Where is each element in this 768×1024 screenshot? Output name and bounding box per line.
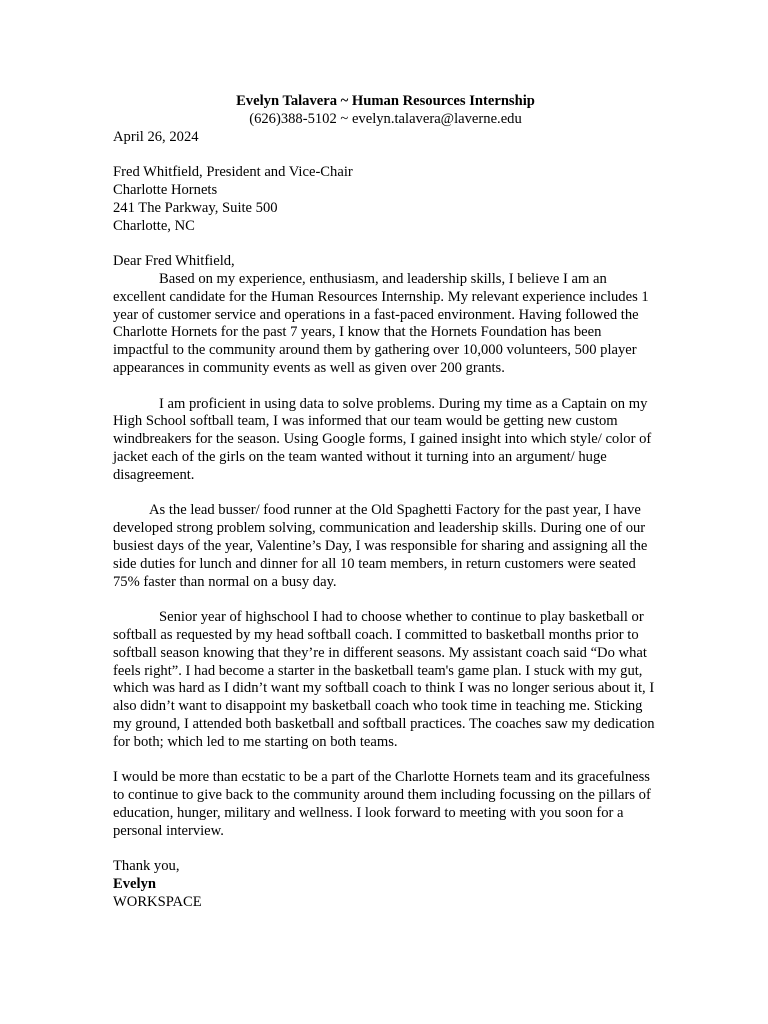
spacer xyxy=(113,378,658,396)
spacer xyxy=(113,235,658,253)
valediction: Thank you, xyxy=(113,858,180,875)
recipient-name-title: Fred Whitfield, President and Vice-Chair xyxy=(113,164,353,181)
letter-header xyxy=(113,93,658,129)
spacer xyxy=(113,485,658,503)
body-paragraph-2: I am proficient in using data to solve problems. During my time as a Captain on my High School softball team, I was informed that our team would be getting new custom windbreakers for the season. Using Google forms, I gained insight into which style/ color of jacket each of the girls on the team wanted without it turning into an argument/ huge disagreement. xyxy=(113,395,652,483)
spacer xyxy=(113,146,658,164)
recipient-city: Charlotte, NC xyxy=(113,217,195,234)
spacer xyxy=(113,840,658,858)
salutation: Dear Fred Whitfield, xyxy=(113,253,235,270)
body-paragraph-5: I would be more than ecstatic to be a part of the Charlotte Hornets team and its gracefulness to continue to give back to the community around them including focussing on the pillars of education, hunger, military and wellness. I look forward to meeting with you soon for a personal interview. xyxy=(113,769,651,839)
spacer xyxy=(113,751,658,769)
footer-text: WORKSPACE xyxy=(113,893,202,910)
header-title: Evelyn Talavera ~ Human Resources Internship xyxy=(236,93,535,109)
letter-date: April 26, 2024 xyxy=(113,128,199,145)
letter-page xyxy=(113,93,658,912)
closing-block xyxy=(113,858,658,911)
spacer xyxy=(113,591,658,609)
body-paragraph-1: Based on my experience, enthusiasm, and leadership skills, I believe I am an excellent candidate for the Human Resources Internship. My relevant experience includes 1 year of customer service and operations in a fast-paced environment. Having followed the Charlotte Hornets for the past 7 years, I know that the Hornets Foundation has been impactful to the community around them by gathering over 10,000 volunteers, 500 player appearances in community events as well as given over 200 grants. xyxy=(113,270,649,376)
signature: Evelyn xyxy=(113,876,156,893)
recipient-street: 241 The Parkway, Suite 500 xyxy=(113,199,278,216)
body-paragraph-3: As the lead busser/ food runner at the Old Spaghetti Factory for the past year, I have developed strong problem solving, communication and leadership skills. During one of our busiest days of the year, Valentine’s Day, I was responsible for sharing and assigning all the side duties for lunch and dinner for all 10 team members, in return customers were seated 75% faster than normal on a busy day. xyxy=(113,502,648,590)
recipient-block xyxy=(113,164,658,235)
body-paragraph-4: Senior year of highschool I had to choose whether to continue to play basketball or softball as requested by my head softball coach. I committed to basketball months prior to softball season knowing that they’re in different seasons. My assistant coach said “Do what feels right”. I had become a starter in the basketball team's game plan. I stuck with my gut, which was hard as I didn’t want my softball coach to think I was no longer serious about it, I also didn’t want to disappoint my basketball coach who took time in teaching me. Sticking my ground, I attended both basketball and softball practices. The coaches saw my dedication for both; which led to me starting on both teams. xyxy=(113,609,655,750)
header-contact: (626)388-5102 ~ evelyn.talavera@laverne.edu xyxy=(249,110,522,127)
recipient-organization: Charlotte Hornets xyxy=(113,181,218,198)
